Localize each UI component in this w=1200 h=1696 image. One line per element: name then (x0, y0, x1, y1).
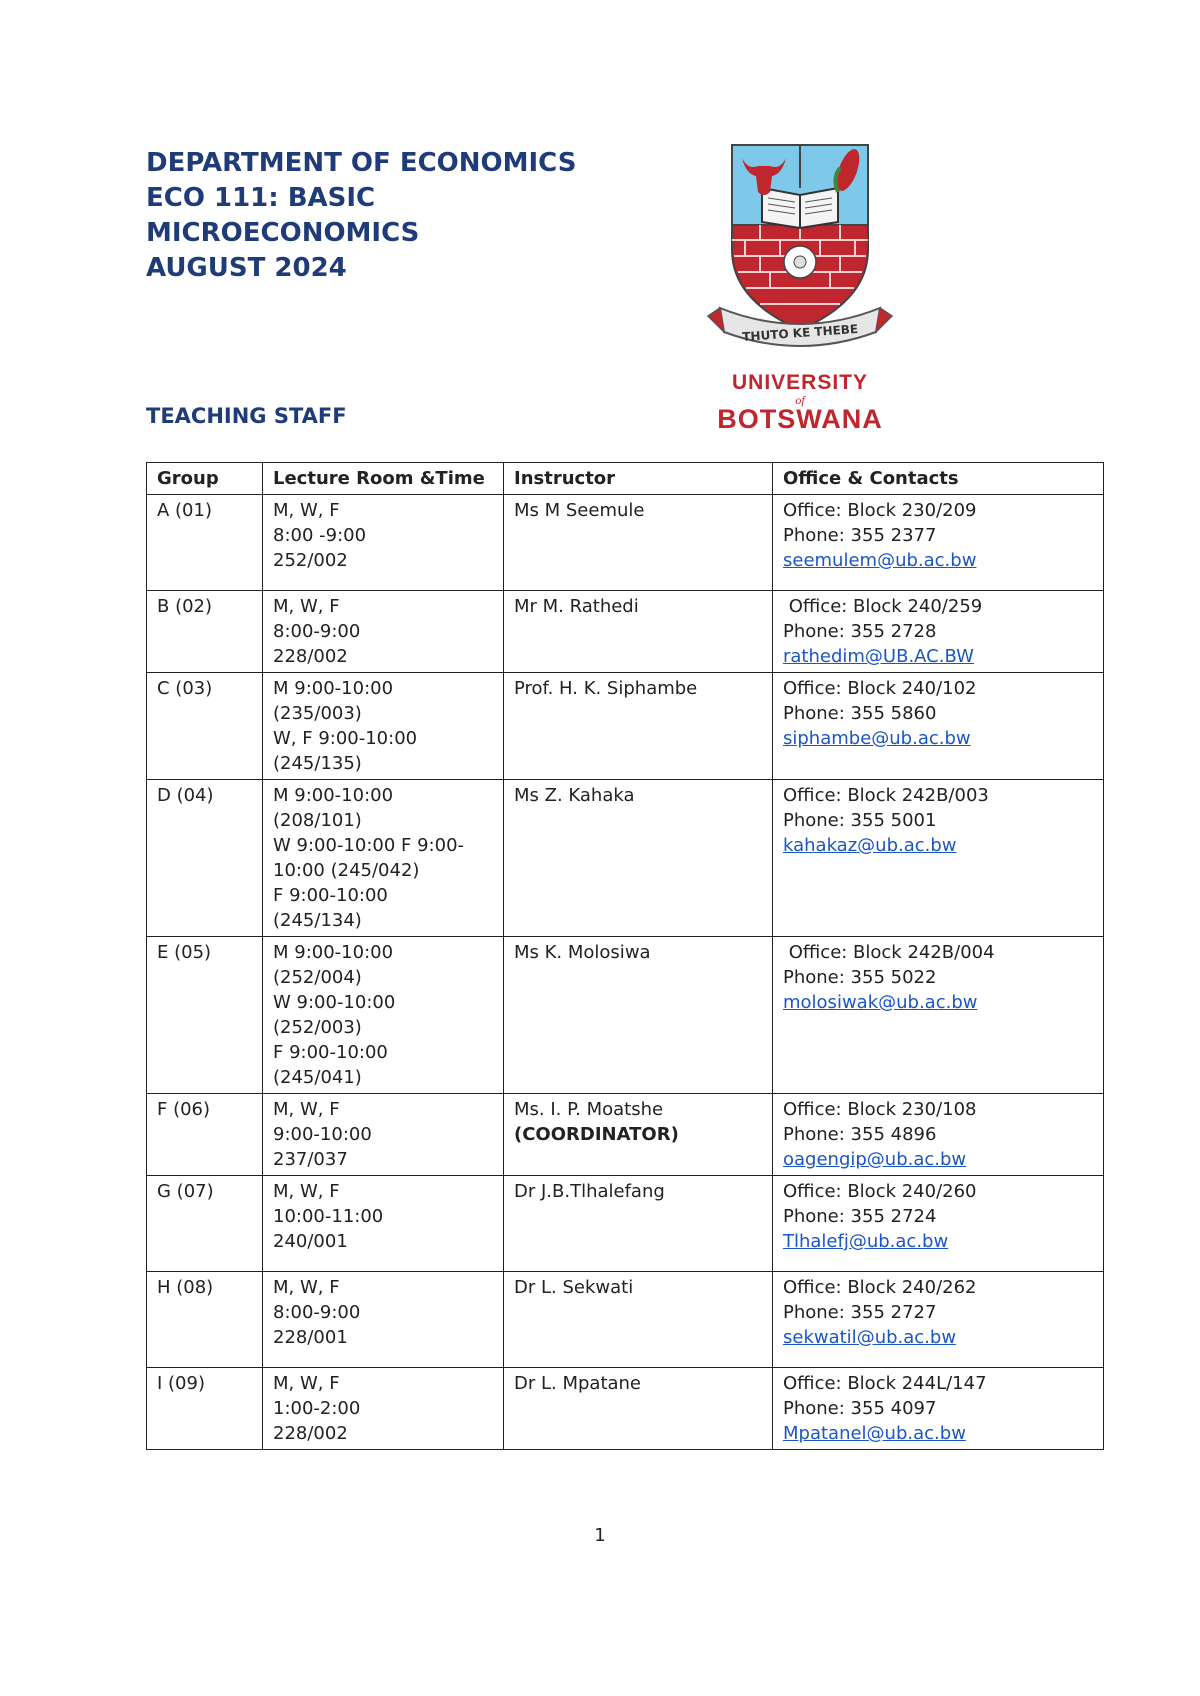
lecture-time-line: M 9:00-10:00 (273, 942, 394, 963)
office-contacts-cell (773, 780, 1104, 937)
table-row (147, 591, 1104, 673)
table-row (147, 1094, 1104, 1176)
instructor-name: Dr J.B.Tlhalefang (514, 1181, 665, 1202)
lecture-time-cell (263, 495, 504, 591)
instructor-name: Mr M. Rathedi (514, 596, 639, 617)
group-cell: B (02) (147, 591, 263, 673)
header-instructor: Instructor (504, 463, 773, 495)
lecture-time-line: 8:00-9:00 (273, 621, 361, 642)
group-cell: I (09) (147, 1368, 263, 1450)
instructor-cell (504, 673, 773, 780)
lecture-time-line: M, W, F (273, 1373, 340, 1394)
table-row (147, 937, 1104, 1094)
group-cell: F (06) (147, 1094, 263, 1176)
header-group: Group (147, 463, 263, 495)
instructor-name: Dr L. Sekwati (514, 1277, 634, 1298)
header-office-contacts: Office & Contacts (773, 463, 1104, 495)
lecture-time-cell (263, 1272, 504, 1368)
table-row (147, 1272, 1104, 1368)
email-link[interactable]: oagengip@ub.ac.bw (783, 1149, 967, 1170)
instructor-name: Ms M Seemule (514, 500, 645, 521)
lecture-time-line: M, W, F (273, 596, 340, 617)
lecture-time-line: M 9:00-10:00 (273, 678, 394, 699)
table-header-row (147, 463, 1104, 495)
phone-number: Phone: 355 5022 (783, 967, 937, 988)
office-location: Office: Block 242B/004 (783, 942, 995, 963)
email-link[interactable]: sekwatil@ub.ac.bw (783, 1327, 957, 1348)
lecture-time-cell (263, 1368, 504, 1450)
office-contacts-cell (773, 1368, 1104, 1450)
group-cell: E (05) (147, 937, 263, 1094)
group-cell: H (08) (147, 1272, 263, 1368)
lecture-time-line: 8:00-9:00 (273, 1302, 361, 1323)
lecture-time-line: M, W, F (273, 1277, 340, 1298)
lecture-time-line: 228/002 (273, 1423, 348, 1444)
office-location: Office: Block 242B/003 (783, 785, 989, 806)
lecture-time-line: M, W, F (273, 1181, 340, 1202)
lecture-time-line: F 9:00-10:00 (273, 1042, 388, 1063)
phone-number: Phone: 355 5860 (783, 703, 937, 724)
logo-botswana-word: BOTSWANA (717, 404, 883, 434)
lecture-time-line: 228/002 (273, 646, 348, 667)
teaching-staff-table (146, 462, 1104, 1450)
phone-number: Phone: 355 2728 (783, 621, 937, 642)
lecture-time-line: W, F 9:00-10:00 (273, 728, 418, 749)
term-date: AUGUST 2024 (146, 253, 347, 283)
motto-text: THUTO KE THEBE (741, 321, 859, 345)
instructor-cell (504, 1272, 773, 1368)
instructor-name: Ms K. Molosiwa (514, 942, 651, 963)
phone-number: Phone: 355 5001 (783, 810, 937, 831)
course-title-line2: MICROECONOMICS (146, 218, 420, 248)
lecture-time-line: M, W, F (273, 500, 340, 521)
instructor-cell (504, 1094, 773, 1176)
phone-number: Phone: 355 2727 (783, 1302, 937, 1323)
table-body (147, 495, 1104, 1450)
lecture-time-line: F 9:00-10:00 (273, 885, 388, 906)
lecture-time-line: W 9:00-10:00 (273, 992, 396, 1013)
section-title: TEACHING STAFF (146, 404, 347, 428)
email-link[interactable]: molosiwak@ub.ac.bw (783, 992, 978, 1013)
page-number: 1 (594, 1525, 606, 1546)
office-contacts-cell (773, 495, 1104, 591)
lecture-time-line: (252/004) (273, 967, 362, 988)
email-link[interactable]: siphambe@ub.ac.bw (783, 728, 971, 749)
office-contacts-cell (773, 937, 1104, 1094)
university-logo (700, 140, 920, 440)
instructor-cell (504, 1176, 773, 1272)
office-contacts-cell (773, 1272, 1104, 1368)
lecture-time-line: (235/003) (273, 703, 362, 724)
logo-university-word: UNIVERSITY (731, 371, 869, 394)
office-contacts-cell (773, 591, 1104, 673)
group-cell: C (03) (147, 673, 263, 780)
phone-number: Phone: 355 4896 (783, 1124, 937, 1145)
document-heading (146, 146, 576, 286)
lecture-time-cell (263, 673, 504, 780)
course-title-line1: ECO 111: BASIC (146, 183, 376, 213)
office-location: Office: Block 240/259 (783, 596, 983, 617)
office-location: Office: Block 230/209 (783, 500, 977, 521)
logo-of-word: of (795, 393, 805, 407)
office-location: Office: Block 240/260 (783, 1181, 977, 1202)
lecture-time-line: (245/135) (273, 753, 362, 774)
table-row (147, 495, 1104, 591)
office-location: Office: Block 240/262 (783, 1277, 977, 1298)
instructor-cell (504, 1368, 773, 1450)
group-cell: G (07) (147, 1176, 263, 1272)
email-link[interactable]: seemulem@ub.ac.bw (783, 550, 977, 571)
lecture-time-line: 9:00-10:00 (273, 1124, 372, 1145)
header-lecture-room-time: Lecture Room &Time (263, 463, 504, 495)
email-link[interactable]: kahakaz@ub.ac.bw (783, 835, 957, 856)
table-row (147, 1176, 1104, 1272)
table-row (147, 1368, 1104, 1450)
lecture-time-line: W 9:00-10:00 F 9:00- (273, 835, 465, 856)
lecture-time-line: (252/003) (273, 1017, 362, 1038)
office-location: Office: Block 244L/147 (783, 1373, 987, 1394)
phone-number: Phone: 355 4097 (783, 1398, 937, 1419)
phone-number: Phone: 355 2377 (783, 525, 937, 546)
instructor-cell (504, 937, 773, 1094)
office-location: Office: Block 230/108 (783, 1099, 977, 1120)
lecture-time-line: M, W, F (273, 1099, 340, 1120)
lecture-time-line: (245/041) (273, 1067, 362, 1088)
office-contacts-cell (773, 1176, 1104, 1272)
lecture-time-line: (245/134) (273, 910, 362, 931)
instructor-name: Dr L. Mpatane (514, 1373, 642, 1394)
email-link[interactable]: Mpatanel@ub.ac.bw (783, 1423, 966, 1444)
office-contacts-cell (773, 673, 1104, 780)
lecture-time-line: 1:00-2:00 (273, 1398, 361, 1419)
department-title: DEPARTMENT OF ECONOMICS (146, 148, 577, 178)
lecture-time-line: 252/002 (273, 550, 348, 571)
phone-number: Phone: 355 2724 (783, 1206, 937, 1227)
lecture-time-line: 10:00 (245/042) (273, 860, 420, 881)
lecture-time-line: 237/037 (273, 1149, 348, 1170)
instructor-name: Ms Z. Kahaka (514, 785, 635, 806)
lecture-time-line: 8:00 -9:00 (273, 525, 367, 546)
instructor-cell (504, 591, 773, 673)
email-link[interactable]: rathedim@UB.AC.BW (783, 646, 974, 667)
group-cell: A (01) (147, 495, 263, 591)
lecture-time-cell (263, 1094, 504, 1176)
office-location: Office: Block 240/102 (783, 678, 977, 699)
lecture-time-cell (263, 1176, 504, 1272)
instructor-cell (504, 780, 773, 937)
lecture-time-line: 228/001 (273, 1327, 348, 1348)
lecture-time-line: M 9:00-10:00 (273, 785, 394, 806)
group-cell: D (04) (147, 780, 263, 937)
lecture-time-cell (263, 591, 504, 673)
lecture-time-cell (263, 780, 504, 937)
coordinator-label: (COORDINATOR) (514, 1124, 679, 1145)
instructor-name: Prof. H. K. Siphambe (514, 678, 698, 699)
lecture-time-line: 240/001 (273, 1231, 348, 1252)
instructor-cell (504, 495, 773, 591)
instructor-name: Ms. I. P. Moatshe (514, 1099, 664, 1120)
office-contacts-cell (773, 1094, 1104, 1176)
lecture-time-cell (263, 937, 504, 1094)
lecture-time-line: 10:00-11:00 (273, 1206, 384, 1227)
table-row (147, 780, 1104, 937)
lecture-time-line: (208/101) (273, 810, 362, 831)
table-row (147, 673, 1104, 780)
email-link[interactable]: Tlhalefj@ub.ac.bw (783, 1231, 949, 1252)
